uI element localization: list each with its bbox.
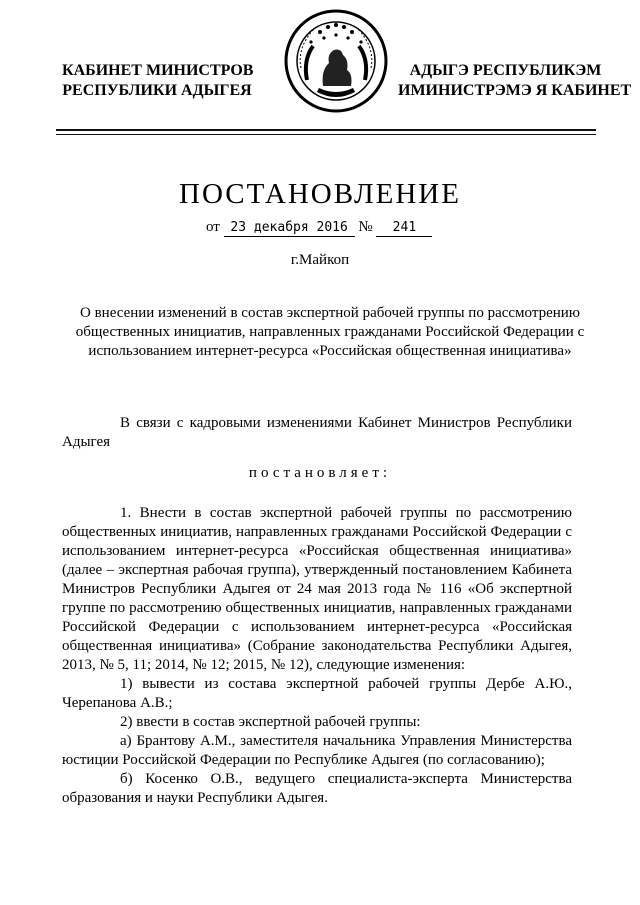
issuer-name-russian [62,61,252,101]
header-divider-thin [56,134,596,135]
coat-of-arms-icon [283,8,389,114]
issuer-name-adyghe [398,61,632,101]
issuer-line-1: КАБИНЕТ МИНИСТРОВ [62,62,254,79]
date-number-line [206,219,432,237]
preamble-paragraph: В связи с кадровыми изменениями Кабинет Министров Республики Адыгея [62,415,572,450]
issuer-line-2-adyghe: ИМИНИСТРЭМЭ Я КАБИНЕТ [398,82,632,99]
decree-item: б) Косенко О.В., ведущего специалиста-эксперта Министерства образования и науки Республики Адыгея. [62,771,572,806]
decree-item: а) Брантову А.М., заместителя начальника Управления Министерства юстиции Российской Федерации по Республике Адыгея (по согласованию); [62,733,572,768]
decree-word: постановляет: [248,465,392,481]
decree-item: 1) вывести из состава экспертной рабочей группы Дербе А.Ю., Черепанова А.В.; [62,676,572,711]
city-line: г.Майкоп [290,252,350,268]
issuer-line-1-adyghe: АДЫГЭ РЕСПУБЛИКЭМ [409,62,602,79]
issuer-line-2: РЕСПУБЛИКИ АДЫГЕЯ [62,82,252,99]
document-subject: О внесении изменений в состав экспертной рабочей группы по рассмотрению общественных инициатив, направленных гражданами Российской Федерации с использованием интернет-ресурса «Российская общественная инициатива» [75,305,585,359]
document-title: ПОСТАНОВЛЕНИЕ [179,178,461,210]
document-date: 23 декабря 2016 [224,220,355,237]
document-number: 241 [376,220,432,237]
date-prefix: от [206,219,220,235]
decree-items [62,504,572,808]
header-divider-thick [56,129,596,131]
decree-item: 1. Внести в состав экспертной рабочей группы по рассмотрению общественных инициатив, направленных гражданами Российской Федерации с использованием интернет-ресурса «Российская общественная инициатива» (далее – экспертная рабочая группа), утвержденный постановлением Кабинета Министров Республики Адыгея от 24 мая 2013 года № 116 «Об экспертной группе по рассмотрению общественных инициатив, направленных гражданами Российской Федерации с использованием интернет-ресурса «Российская общественная инициатива» (Собрание законодательства Республики Адыгея, 2013, № 5, 11; 2014, № 12; 2015, № 12), следующие изменения: [62,505,572,673]
decree-item: 2) ввести в состав экспертной рабочей группы: [120,714,421,730]
number-prefix: № [358,219,373,235]
